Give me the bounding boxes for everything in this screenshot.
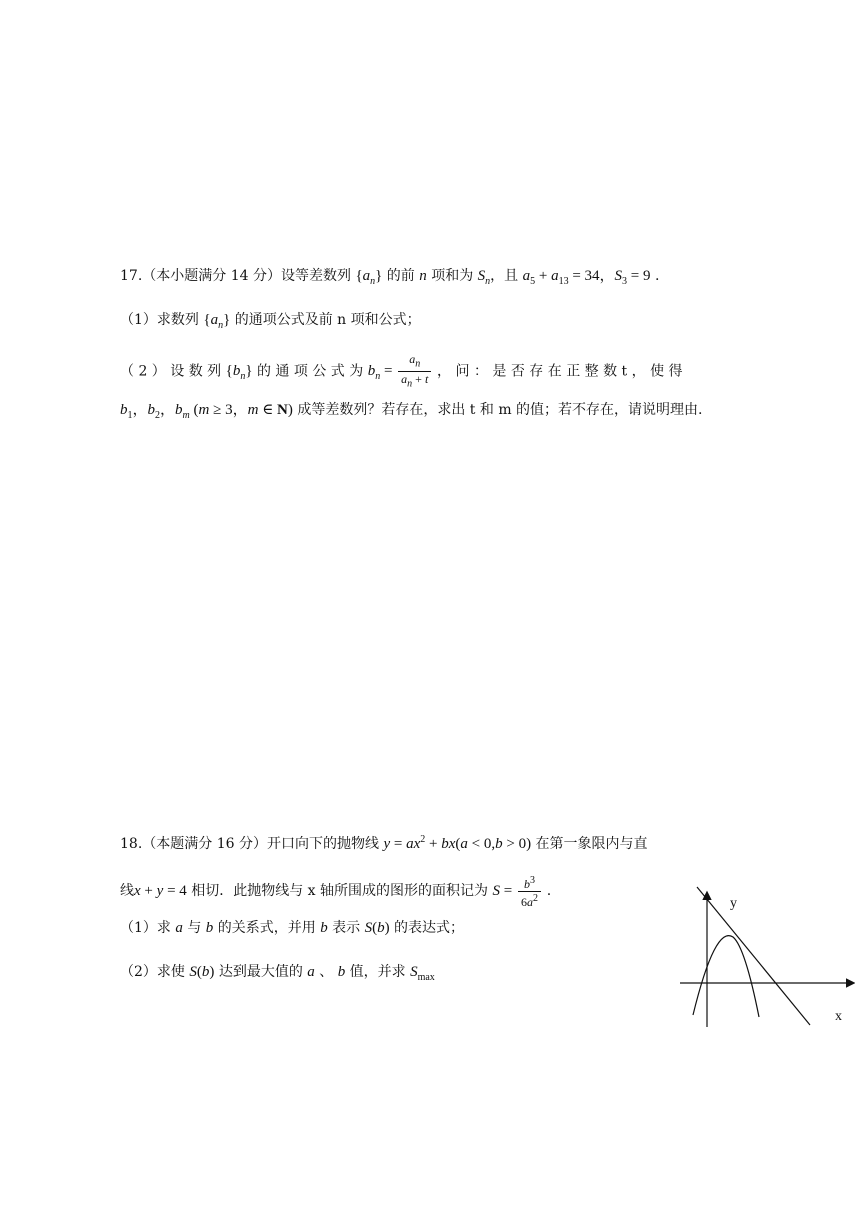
problem-17-part-1: （1）求数列 $\{a_n\}$ 的通项公式及前 n 项和公式； (120, 312, 421, 331)
formula-condition: $a_5 + a_{13} = 34$，$S_3 = 9$ (522, 268, 651, 287)
problem-18-header: 18.（本题满分 16 分）开口向下的抛物线 $y = ax^2 + bx(a < 0,b > 0)$ 在第一象限内与直 (120, 834, 648, 852)
problem-18-part-2: （2）求使 S(b) 达到最大值的 a 、 b 值，并求 $S_{max}$ (120, 964, 435, 983)
problem-17-header: 17.（本小题满分 14 分）设等差数列 $\{a_n\}$ 的前 n 项和为 $S_n$，且 $a_5 + a_{13} = 34$，$S_3 = 9$ . (120, 268, 660, 287)
formula-bn: $b_n$ = $\frac{a_n}{a_n + t}$ (368, 363, 437, 379)
x-axis-label: x (835, 1009, 842, 1024)
problem-17-part-2: （ 2 ） 设 数 列 $\{b_n\}$ 的 通 项 公 式 为 $b_n$ = $\frac{a_n}{a_n + t}$ ， 问 ： 是 否 存 在 正 整 数 t ， 使 得 (120, 352, 683, 390)
tangent-line (697, 887, 810, 1025)
problem-18-part-1: （1）求 a 与 b 的关系式，并用 b 表示 S(b) 的表达式； (120, 920, 465, 936)
formula-parabola: $y = ax^2 + bx(a < 0,b > 0)$ (383, 834, 532, 852)
problem-17-part-2-cont: $b_1$，$b_2$，$b_m$ (m ≥ 3，m ∈ N) 成等差数列？若存在，求出 t 和 m 的值；若不存在，请说明理由. (120, 402, 703, 421)
formula-area: S = $\frac{b^3}{6a^2}$ (492, 883, 546, 899)
parabola-figure (675, 885, 855, 1035)
problem-18-line-2: 线x + y = 4 相切．此抛物线与 x 轴所围成的图形的面积记为 S = $\frac{b^3}{6a^2}$ . (120, 875, 552, 909)
formula-an-set: $\{a_n\}$ (355, 268, 383, 287)
parabola-curve (693, 936, 759, 1017)
problem-18-number: 18. (120, 836, 143, 852)
formula-line: x + y = 4 (134, 882, 187, 899)
problem-17-number: 17. (120, 268, 143, 284)
y-axis-label: y (730, 896, 737, 911)
